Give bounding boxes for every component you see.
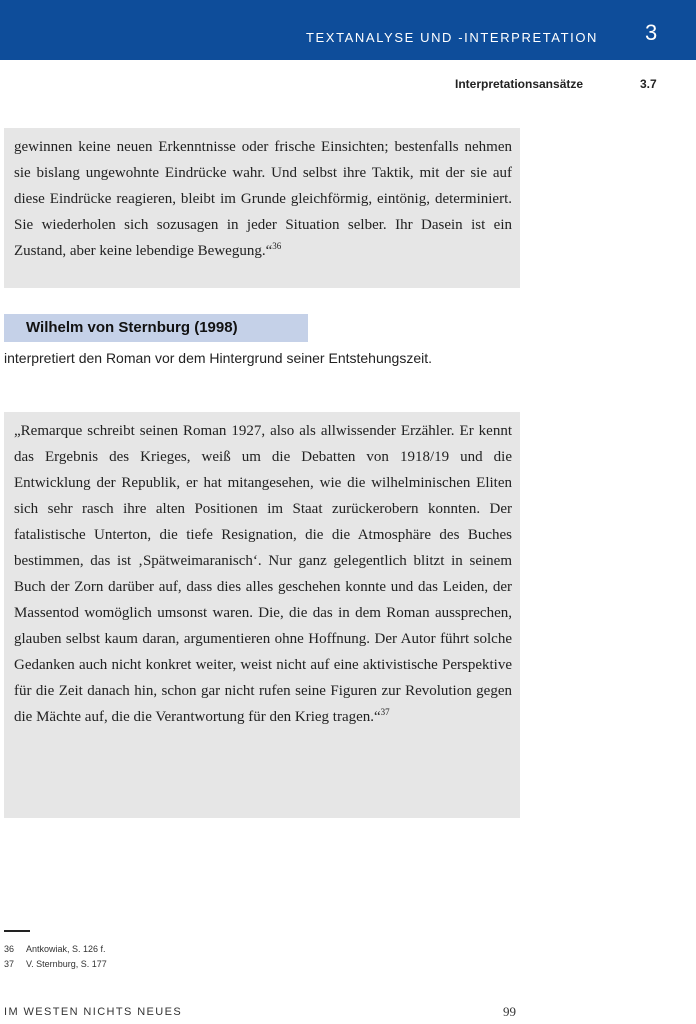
chapter-title: TEXTANALYSE UND -INTERPRETATION [306, 30, 599, 45]
footnote-text: V. Sternburg, S. 177 [26, 959, 107, 969]
quote-1-text: gewinnen keine neuen Erkenntnisse oder frische Einsichten; bestenfalls nehmen sie bislang ungewohnte Eindrücke wahr. Und selbst ihre Taktik, mit der sie auf diese Eindrücke reagieren, bleibt im Grunde gleichförmig, eintönig, determiniert. Sie wiederholen sich sozusagen in jeder Situation selber. Ihr Dasein ist ein Zustand, aber keine lebendige Bewegung.“ [14, 139, 512, 259]
section-intro: interpretiert den Roman vor dem Hintergrund seiner Entstehungszeit. [4, 350, 432, 366]
footnote-ref-37: 37 [380, 707, 390, 717]
subsection-number: 3.7 [640, 77, 657, 91]
subsection-label: Interpretationsansätze [455, 77, 584, 91]
footnote-item [4, 942, 107, 957]
page-number: 99 [503, 1004, 516, 1019]
footnote-item [4, 957, 107, 972]
footnote-divider [4, 930, 30, 932]
quote-block-2 [4, 412, 520, 818]
footnote-number: 36 [4, 944, 15, 954]
footnotes [4, 942, 107, 972]
footnote-text: Antkowiak, S. 126 f. [26, 944, 106, 954]
quote-2-paragraph [14, 418, 512, 730]
quote-block-1 [4, 128, 520, 288]
footer-book-title: IM WESTEN NICHTS NEUES [4, 1006, 183, 1018]
quote-2-text: „Remarque schreibt seinen Roman 1927, also als allwissender Erzähler. Er kennt das Ergebnis des Krieges, weiß um die Debatten von 1918/19 und die Entwicklung der Republik, er hat mitangesehen, wie die wilhelminischen Eliten sich sehr rasch ihre alten Positionen im Staat zurückerobern konnten. Der fatalistische Unterton, die tiefe Resignation, die die Atmosphäre des Buches bestimmen, das ist ‚Spätweimaranisch‘. Nur ganz gelegentlich blitzt in seinem Buch der Zorn darüber auf, dass dies alles geschehen konnte und das Leiden, der Massentod womöglich umsonst waren. Die, die das in dem Roman aussprechen, glauben selbst kaum daran, argumentieren ohne Hoffnung. Der Autor führt solche Gedanken auch nicht konkret weiter, weist nicht auf eine aktivistische Perspektive für die Zeit danach hin, schon gar nicht rufen seine Figuren zur Revolution gegen die Mächte auf, die die Verantwortung für den Krieg tragen.“ [14, 423, 512, 725]
section-heading: Wilhelm von Sternburg (1998) [4, 314, 308, 342]
quote-1-paragraph [14, 134, 512, 264]
chapter-number: 3 [645, 20, 658, 45]
footnote-ref-36: 36 [272, 241, 282, 251]
footnote-number: 37 [4, 959, 15, 969]
header-bar [0, 0, 696, 60]
